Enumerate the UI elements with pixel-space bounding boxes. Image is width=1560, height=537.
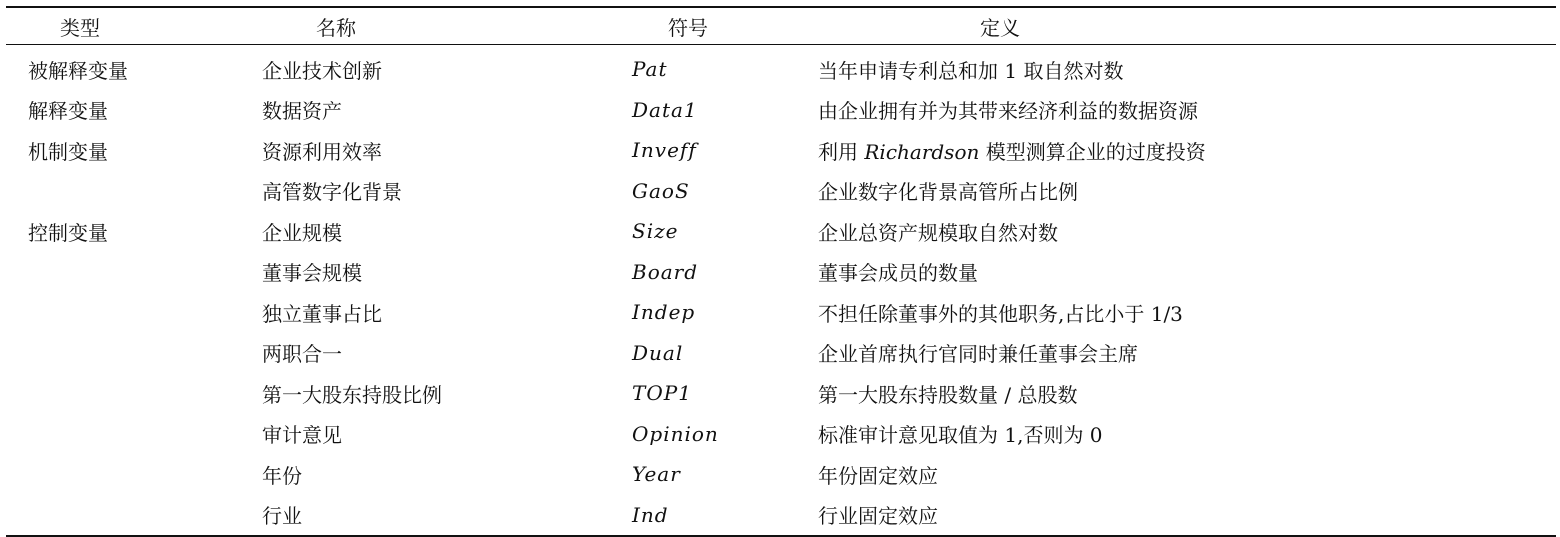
- cell-definition: [808, 454, 1556, 495]
- definition-text-before: 企业首席执行官同时兼任董事会主席: [818, 342, 1138, 367]
- cell-type: [6, 454, 252, 495]
- definition-text-italic: Richardson: [864, 139, 980, 164]
- cell-definition: [808, 45, 1556, 90]
- table-row: [6, 495, 1556, 537]
- cell-symbol: Data1: [632, 97, 698, 122]
- table-row: [6, 211, 1556, 252]
- definition-text-before: 不担任除董事外的其他职务,占比小于 1/3: [818, 301, 1183, 326]
- cell-symbol: TOP1: [632, 381, 692, 406]
- table-row: [6, 45, 1556, 90]
- cell-symbol: Opinion: [632, 421, 719, 446]
- table-row: [6, 454, 1556, 495]
- cell-type: [6, 414, 252, 455]
- definition-text-before: 董事会成员的数量: [818, 261, 978, 286]
- cell-symbol: Pat: [632, 57, 668, 82]
- definition-text-before: 当年申请专利总和加 1 取自然对数: [818, 58, 1124, 83]
- cell-name: 审计意见: [262, 423, 342, 448]
- cell-name: 行业: [262, 504, 302, 529]
- table-row: [6, 373, 1556, 414]
- cell-definition: [808, 252, 1556, 293]
- definition-text-after: 模型测算企业的过度投资: [979, 139, 1206, 164]
- definition-text-before: 第一大股东持股数量 / 总股数: [818, 382, 1078, 407]
- definition-text-before: 由企业拥有并为其带来经济利益的数据资源: [818, 99, 1198, 124]
- definition-text-before: 年份固定效应: [818, 463, 938, 488]
- cell-type: [6, 171, 252, 212]
- cell-definition: [808, 90, 1556, 131]
- cell-definition: [808, 130, 1556, 171]
- cell-definition: [808, 171, 1556, 212]
- cell-symbol: Board: [632, 259, 699, 284]
- cell-name: 独立董事占比: [262, 301, 382, 326]
- table-header: [6, 7, 1556, 45]
- cell-definition: [808, 495, 1556, 537]
- variable-definition-table: [6, 6, 1556, 537]
- definition-text-before: 企业数字化背景高管所占比例: [818, 180, 1078, 205]
- table-row: [6, 171, 1556, 212]
- header-name: 名称: [316, 15, 356, 40]
- cell-definition: [808, 292, 1556, 333]
- cell-type: 被解释变量: [28, 58, 128, 83]
- header-row: [6, 7, 1556, 45]
- cell-type: [6, 373, 252, 414]
- cell-definition: [808, 373, 1556, 414]
- cell-type: 机制变量: [28, 139, 108, 164]
- cell-name: 高管数字化背景: [262, 180, 402, 205]
- cell-name: 董事会规模: [262, 261, 362, 286]
- cell-symbol: Size: [632, 219, 679, 244]
- cell-type: [6, 252, 252, 293]
- definition-text-before: 利用: [818, 139, 865, 164]
- cell-symbol: Ind: [632, 502, 669, 527]
- cell-symbol: Inveff: [632, 138, 697, 163]
- table-row: [6, 333, 1556, 374]
- definition-text-before: 行业固定效应: [818, 504, 938, 529]
- cell-name: 第一大股东持股比例: [262, 382, 442, 407]
- cell-type: 解释变量: [28, 99, 108, 124]
- cell-type: [6, 292, 252, 333]
- cell-definition: [808, 211, 1556, 252]
- cell-type: [6, 333, 252, 374]
- cell-symbol: Indep: [632, 300, 696, 325]
- cell-name: 年份: [262, 463, 302, 488]
- cell-symbol: Dual: [632, 340, 684, 365]
- cell-name: 两职合一: [262, 342, 342, 367]
- header-symbol: 符号: [668, 15, 708, 40]
- table-row: [6, 90, 1556, 131]
- cell-symbol: GaoS: [632, 178, 690, 203]
- cell-definition: [808, 414, 1556, 455]
- table-row: [6, 414, 1556, 455]
- table-row: [6, 130, 1556, 171]
- cell-symbol: Year: [632, 462, 681, 487]
- cell-definition: [808, 333, 1556, 374]
- cell-name: 资源利用效率: [262, 139, 382, 164]
- table-body: [6, 45, 1556, 537]
- variable-definition-table-container: [6, 6, 1556, 537]
- header-type: 类型: [60, 15, 100, 40]
- definition-text-before: 企业总资产规模取自然对数: [818, 220, 1058, 245]
- header-definition: 定义: [980, 15, 1020, 40]
- cell-name: 企业规模: [262, 220, 342, 245]
- definition-text-before: 标准审计意见取值为 1,否则为 0: [818, 423, 1103, 448]
- cell-name: 企业技术创新: [262, 58, 382, 83]
- cell-type: [6, 495, 252, 537]
- table-row: [6, 252, 1556, 293]
- table-row: [6, 292, 1556, 333]
- cell-name: 数据资产: [262, 99, 342, 124]
- cell-type: 控制变量: [28, 220, 108, 245]
